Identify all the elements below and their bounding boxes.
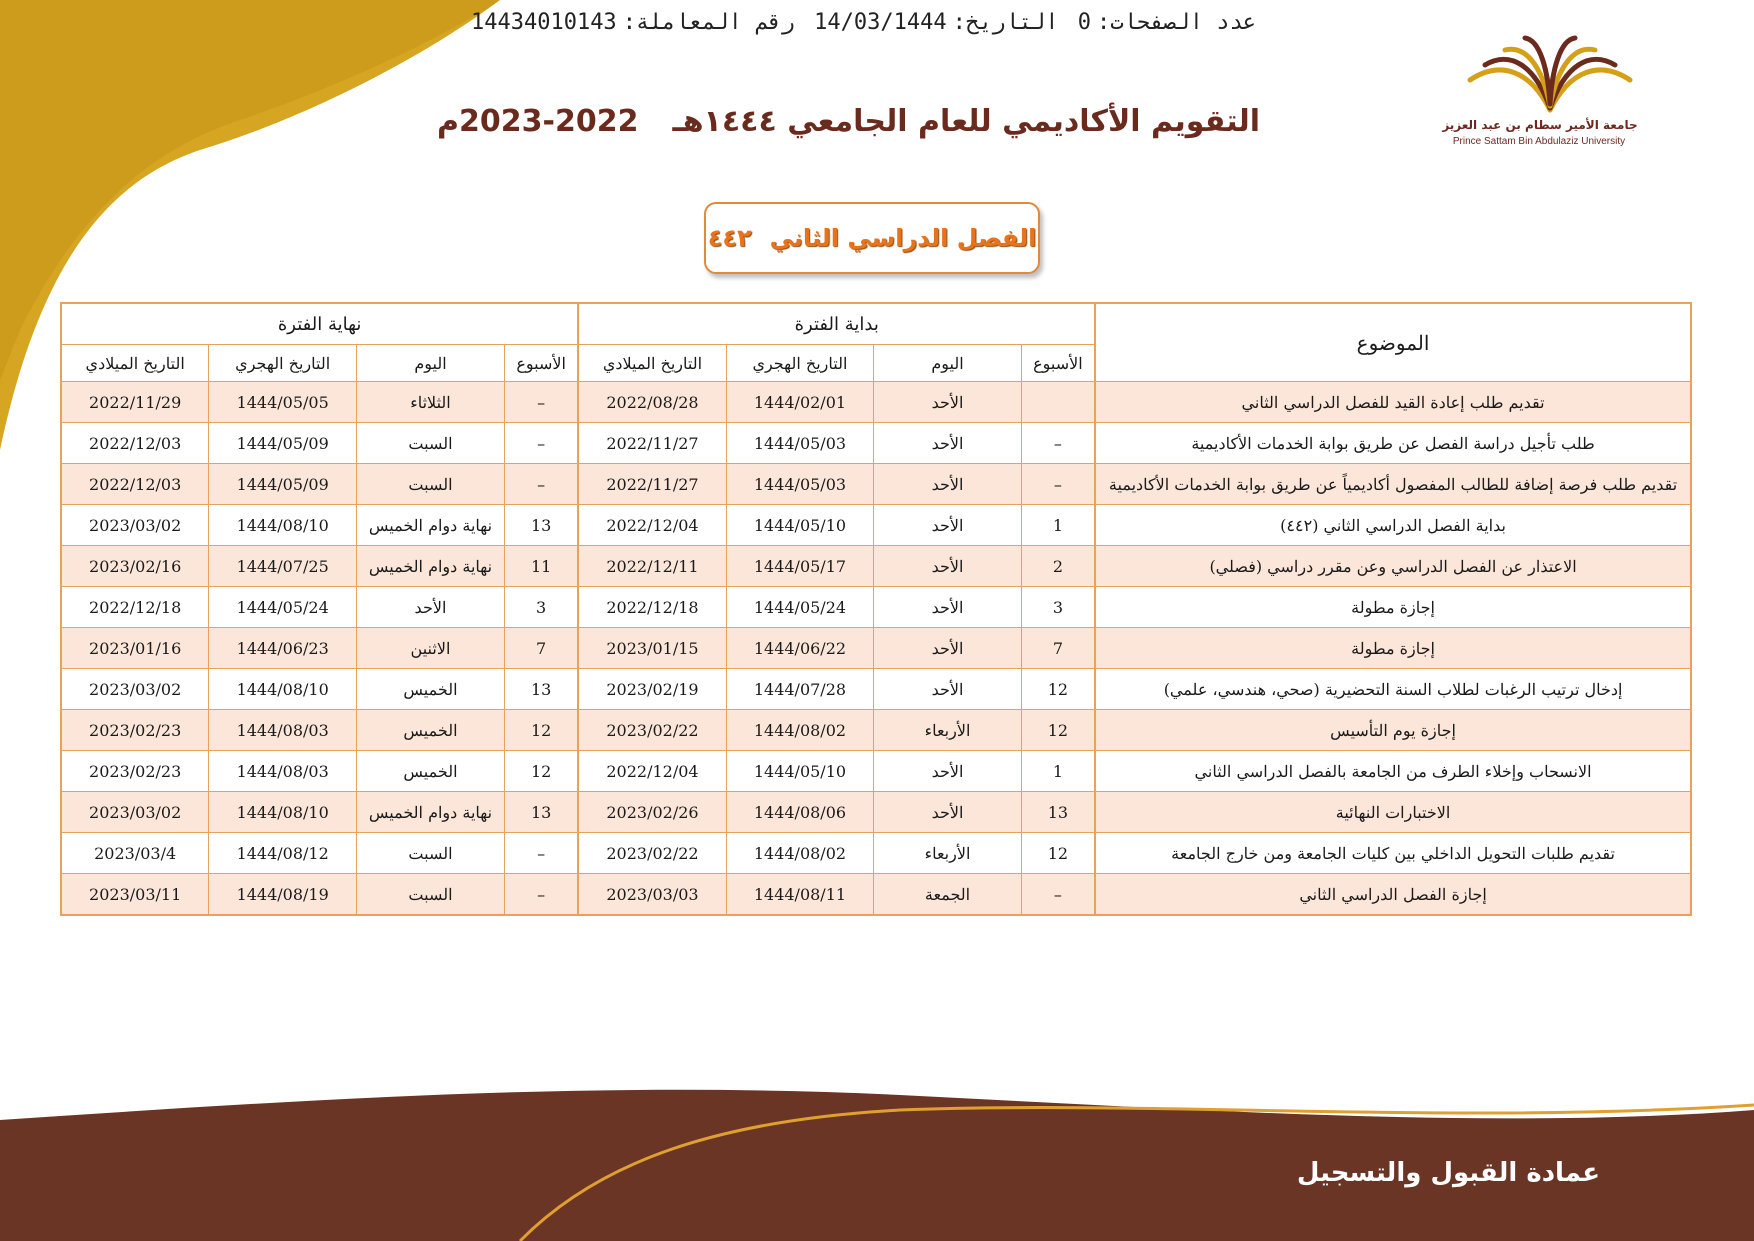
- start-day-cell: الأربعاء: [874, 833, 1021, 874]
- end-greg-cell: 2022/12/03: [61, 423, 209, 464]
- start-greg-cell: 2023/02/22: [578, 833, 726, 874]
- start-greg-cell: 2022/12/04: [578, 751, 726, 792]
- start-hijri-cell: 1444/07/28: [726, 669, 874, 710]
- start-greg-cell: 2022/12/04: [578, 505, 726, 546]
- start-week-cell: 12: [1021, 669, 1095, 710]
- table-row: [61, 874, 1691, 916]
- start-hijri-cell: 1444/08/02: [726, 833, 874, 874]
- start-hijri-cell: 1444/05/10: [726, 505, 874, 546]
- topic-cell: بداية الفصل الدراسي الثاني (٤٤٢): [1095, 505, 1691, 546]
- start-week-cell: 13: [1021, 792, 1095, 833]
- end-hijri-cell: 1444/07/25: [209, 546, 357, 587]
- start-hijri-cell: 1444/05/24: [726, 587, 874, 628]
- end-week-cell: 13: [504, 505, 578, 546]
- end-hijri-cell: 1444/06/23: [209, 628, 357, 669]
- table-row: [61, 587, 1691, 628]
- start-hijri-header: التاريخ الهجري: [726, 345, 874, 382]
- table-row: [61, 669, 1691, 710]
- end-greg-cell: 2023/02/23: [61, 710, 209, 751]
- end-week-header: الأسبوع: [504, 345, 578, 382]
- start-greg-header: التاريخ الميلادي: [578, 345, 726, 382]
- start-hijri-cell: 1444/05/03: [726, 423, 874, 464]
- topic-header: الموضوع: [1095, 303, 1691, 382]
- end-greg-cell: 2023/03/11: [61, 874, 209, 916]
- end-week-cell: –: [504, 874, 578, 916]
- end-day-cell: الخميس: [357, 710, 505, 751]
- end-week-cell: –: [504, 382, 578, 423]
- end-week-cell: 11: [504, 546, 578, 587]
- table-row: [61, 833, 1691, 874]
- start-week-cell: 1: [1021, 751, 1095, 792]
- topic-cell: تقديم طلب فرصة إضافة للطالب المفصول أكاديمياً عن طريق بوابة الخدمات الأكاديمية: [1095, 464, 1691, 505]
- table-row: [61, 423, 1691, 464]
- start-week-cell: 12: [1021, 833, 1095, 874]
- end-hijri-cell: 1444/08/03: [209, 751, 357, 792]
- end-day-cell: السبت: [357, 833, 505, 874]
- end-greg-cell: 2022/11/29: [61, 382, 209, 423]
- start-hijri-cell: 1444/08/06: [726, 792, 874, 833]
- start-day-cell: الأحد: [874, 751, 1021, 792]
- start-day-cell: الأحد: [874, 628, 1021, 669]
- topic-cell: إجازة مطولة: [1095, 628, 1691, 669]
- topic-cell: الاعتذار عن الفصل الدراسي وعن مقرر دراسي (فصلي): [1095, 546, 1691, 587]
- end-day-cell: الثلاثاء: [357, 382, 505, 423]
- end-greg-cell: 2023/03/02: [61, 669, 209, 710]
- topic-cell: إجازة مطولة: [1095, 587, 1691, 628]
- start-week-cell: 7: [1021, 628, 1095, 669]
- start-greg-cell: 2023/02/19: [578, 669, 726, 710]
- start-day-cell: الأربعاء: [874, 710, 1021, 751]
- end-week-cell: 12: [504, 751, 578, 792]
- start-greg-cell: 2022/08/28: [578, 382, 726, 423]
- end-greg-cell: 2023/01/16: [61, 628, 209, 669]
- start-greg-cell: 2022/11/27: [578, 464, 726, 505]
- topic-cell: تقديم طلبات التحويل الداخلي بين كليات الجامعة ومن خارج الجامعة: [1095, 833, 1691, 874]
- end-day-cell: الخميس: [357, 751, 505, 792]
- start-greg-cell: 2022/12/18: [578, 587, 726, 628]
- table-row: [61, 546, 1691, 587]
- end-week-cell: –: [504, 423, 578, 464]
- end-day-cell: السبت: [357, 874, 505, 916]
- date-value: 14/03/1444: [814, 10, 947, 35]
- topic-cell: إدخال ترتيب الرغبات لطلاب السنة التحضيرية (صحي، هندسي، علمي): [1095, 669, 1691, 710]
- bottom-brown-band: [0, 1070, 1754, 1241]
- end-hijri-cell: 1444/05/05: [209, 382, 357, 423]
- start-day-cell: الأحد: [874, 587, 1021, 628]
- start-week-cell: 1: [1021, 505, 1095, 546]
- transaction-label: رقم المعاملة:: [622, 10, 795, 35]
- end-greg-cell: 2022/12/18: [61, 587, 209, 628]
- end-week-cell: 13: [504, 792, 578, 833]
- start-week-cell: 12: [1021, 710, 1095, 751]
- academic-calendar-table: [60, 302, 1692, 916]
- topic-cell: الانسحاب وإخلاء الطرف من الجامعة بالفصل الدراسي الثاني: [1095, 751, 1691, 792]
- start-day-cell: الأحد: [874, 792, 1021, 833]
- logo-name-arabic: جامعة الأمير سطام بن عبد العزيز: [1442, 118, 1638, 132]
- end-day-cell: السبت: [357, 423, 505, 464]
- table-row: [61, 382, 1691, 423]
- start-day-cell: الأحد: [874, 464, 1021, 505]
- transaction-value: 14434010143: [470, 10, 617, 35]
- end-hijri-cell: 1444/05/09: [209, 464, 357, 505]
- pages-label: عدد الصفحات:: [1097, 10, 1256, 35]
- date-label: التاريخ:: [952, 10, 1059, 35]
- logo-name-english: Prince Sattam Bin Abdulaziz University: [1452, 136, 1626, 147]
- period-start-header: بداية الفترة: [578, 303, 1095, 345]
- transaction-stamp: [470, 10, 1256, 35]
- end-hijri-cell: 1444/08/03: [209, 710, 357, 751]
- end-day-cell: الأحد: [357, 587, 505, 628]
- end-hijri-cell: 1444/08/12: [209, 833, 357, 874]
- start-day-cell: الأحد: [874, 505, 1021, 546]
- start-week-cell: –: [1021, 464, 1095, 505]
- start-day-header: اليوم: [874, 345, 1021, 382]
- start-hijri-cell: 1444/08/02: [726, 710, 874, 751]
- semester-label: الفصل الدراسي الثاني: [769, 224, 1037, 252]
- table-row: [61, 710, 1691, 751]
- footer-deanship: عمادة القبول والتسجيل: [1296, 1158, 1600, 1188]
- start-greg-cell: 2022/12/11: [578, 546, 726, 587]
- start-day-cell: الأحد: [874, 423, 1021, 464]
- end-greg-cell: 2022/12/03: [61, 464, 209, 505]
- end-week-cell: 7: [504, 628, 578, 669]
- semester-number: ٤٤٢: [707, 224, 752, 252]
- end-greg-cell: 2023/02/23: [61, 751, 209, 792]
- start-week-cell: 2: [1021, 546, 1095, 587]
- end-greg-cell: 2023/03/02: [61, 505, 209, 546]
- start-hijri-cell: 1444/05/10: [726, 751, 874, 792]
- table-row: [61, 751, 1691, 792]
- table-row: [61, 505, 1691, 546]
- start-hijri-cell: 1444/05/17: [726, 546, 874, 587]
- end-day-cell: نهاية دوام الخميس: [357, 505, 505, 546]
- end-week-cell: 13: [504, 669, 578, 710]
- start-week-header: الأسبوع: [1021, 345, 1095, 382]
- end-hijri-cell: 1444/05/09: [209, 423, 357, 464]
- end-week-cell: 12: [504, 710, 578, 751]
- end-day-header: اليوم: [357, 345, 505, 382]
- table-row: [61, 464, 1691, 505]
- end-day-cell: الخميس: [357, 669, 505, 710]
- end-hijri-cell: 1444/08/10: [209, 792, 357, 833]
- end-week-cell: –: [504, 464, 578, 505]
- table-row: [61, 628, 1691, 669]
- end-day-cell: الاثنين: [357, 628, 505, 669]
- topic-cell: إجازة الفصل الدراسي الثاني: [1095, 874, 1691, 916]
- start-week-cell: –: [1021, 423, 1095, 464]
- end-greg-cell: 2023/02/16: [61, 546, 209, 587]
- pages-value: 0: [1077, 10, 1092, 35]
- end-hijri-cell: 1444/08/19: [209, 874, 357, 916]
- table-row: [61, 792, 1691, 833]
- end-day-cell: السبت: [357, 464, 505, 505]
- start-week-cell: 3: [1021, 587, 1095, 628]
- start-hijri-cell: 1444/06/22: [726, 628, 874, 669]
- start-hijri-cell: 1444/05/03: [726, 464, 874, 505]
- topic-cell: إجازة يوم التأسيس: [1095, 710, 1691, 751]
- start-hijri-cell: 1444/02/01: [726, 382, 874, 423]
- start-greg-cell: 2023/01/15: [578, 628, 726, 669]
- start-greg-cell: 2022/11/27: [578, 423, 726, 464]
- start-day-cell: الأحد: [874, 546, 1021, 587]
- end-greg-header: التاريخ الميلادي: [61, 345, 209, 382]
- start-hijri-cell: 1444/08/11: [726, 874, 874, 916]
- title-year: 2022-2023م: [437, 104, 639, 139]
- topic-cell: تقديم طلب إعادة القيد للفصل الدراسي الثاني: [1095, 382, 1691, 423]
- end-hijri-cell: 1444/08/10: [209, 669, 357, 710]
- title-text: التقويم الأكاديمي للعام الجامعي ١٤٤٤هـ: [672, 104, 1260, 139]
- end-hijri-cell: 1444/05/24: [209, 587, 357, 628]
- topic-cell: الاختبارات النهائية: [1095, 792, 1691, 833]
- topic-cell: طلب تأجيل دراسة الفصل عن طريق بوابة الخدمات الأكاديمية: [1095, 423, 1691, 464]
- end-day-cell: نهاية دوام الخميس: [357, 546, 505, 587]
- end-week-cell: 3: [504, 587, 578, 628]
- end-day-cell: نهاية دوام الخميس: [357, 792, 505, 833]
- page-title: [437, 104, 1260, 139]
- start-day-cell: الجمعة: [874, 874, 1021, 916]
- start-day-cell: الأحد: [874, 669, 1021, 710]
- end-hijri-cell: 1444/08/10: [209, 505, 357, 546]
- start-week-cell: –: [1021, 874, 1095, 916]
- semester-badge: [704, 202, 1040, 274]
- end-greg-cell: 2023/03/02: [61, 792, 209, 833]
- start-week-cell: [1021, 382, 1095, 423]
- end-week-cell: –: [504, 833, 578, 874]
- start-greg-cell: 2023/02/26: [578, 792, 726, 833]
- start-greg-cell: 2023/02/22: [578, 710, 726, 751]
- university-logo-icon: [1450, 30, 1650, 150]
- start-day-cell: الأحد: [874, 382, 1021, 423]
- end-greg-cell: 2023/03/4: [61, 833, 209, 874]
- period-end-header: نهاية الفترة: [61, 303, 578, 345]
- end-hijri-header: التاريخ الهجري: [209, 345, 357, 382]
- start-greg-cell: 2023/03/03: [578, 874, 726, 916]
